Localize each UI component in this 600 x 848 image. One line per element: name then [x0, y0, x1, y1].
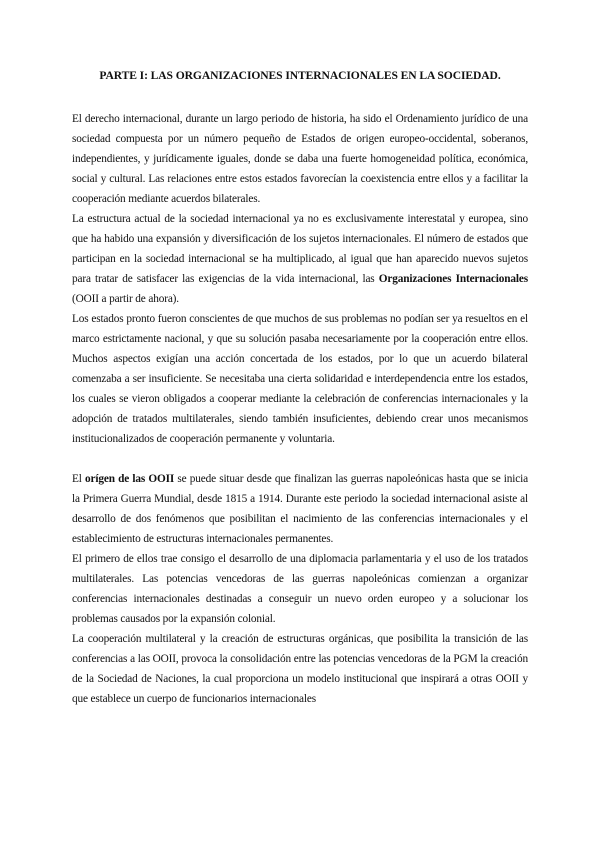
- paragraph-4: [72, 469, 528, 549]
- paragraph-2: [72, 209, 528, 309]
- paragraph-4-text: se puede situar desde que finalizan las guerras napoleónicas hasta que se inicia la Primera Guerra Mundial, desde 1815 a 1914. Durante este periodo la sociedad internacional asiste al desarrollo de dos fenómenos que posibilitan el nacimiento de las conferencias internacionales y el establecimiento de estructuras internacionales permanentes.: [72, 473, 529, 545]
- paragraph-4-start: El: [72, 473, 85, 485]
- paragraph-2-text: La estructura actual de la sociedad internacional ya no es exclusivamente interestatal y europea, sino que ha habido una expansión y diversificación de los sujetos internacionales. El número de estados que participan en la sociedad internacional se ha multiplicado, al igual que han aparecido nuevos sujetos para tratar de satisfacer las exigencias de la vida internacional, las: [72, 213, 528, 285]
- paragraph-5: El primero de ellos trae consigo el desarrollo de una diplomacia parlamentaria y el uso de los tratados multilaterales. Las potencias vencedoras de las guerras napoleónicas comienzan a organizar conferencias internacionales destinadas a conseguir un nuevo orden europeo y a solucionar los problemas causados por la expansión colonial.: [72, 553, 528, 625]
- paragraph-spacer: [72, 449, 528, 469]
- paragraph-3: Los estados pronto fueron conscientes de que muchos de sus problemas no podían ser ya resueltos en el marco estrictamente nacional, y que su solución pasaba necesariamente por la cooperación entre ellos. Muchos aspectos exigían una acción concertada de los estados, por lo que un acuerdo bilateral comenzaba a ser insuficiente. Se necesitaba una cierta solidaridad e interdependencia entre los estados, los cuales se vieron obligados a cooperar mediante la celebración de conferencias internacionales y la adopción de tratados multilaterales, siendo también insuficientes, debiendo crear unos mecanismos institucionalizados de cooperación permanente y voluntaria.: [72, 313, 528, 445]
- paragraph-6: La cooperación multilateral y la creación de estructuras orgánicas, que posibilita la transición de las conferencias a las OOII, provoca la consolidación entre las potencias vencedoras de la PGM la creación de la Sociedad de Naciones, la cual proporciona un modelo institucional que inspirará a otras OOII y que establece un cuerpo de funcionarios internacionales: [72, 633, 528, 705]
- paragraph-2-end: (OOII a partir de ahora).: [72, 293, 179, 305]
- paragraph-4-bold-term: orígen de las OOII: [85, 473, 175, 485]
- document-title: PARTE I: LAS ORGANIZACIONES INTERNACIONALES EN LA SOCIEDAD.: [99, 69, 501, 82]
- paragraph-1: El derecho internacional, durante un largo periodo de historia, ha sido el Ordenamiento jurídico de una sociedad compuesta por un número pequeño de Estados de origen europeo-occidental, soberanos, independientes, y jurídicamente iguales, donde se daba una fuerte homogeneidad política, económica, social y cultural. Las relaciones entre estos estados favorecían la coexistencia entre ellos y a facilitar la cooperación mediante acuerdos bilaterales.: [72, 113, 528, 205]
- paragraph-2-bold-term: Organizaciones Internacionales: [378, 273, 529, 285]
